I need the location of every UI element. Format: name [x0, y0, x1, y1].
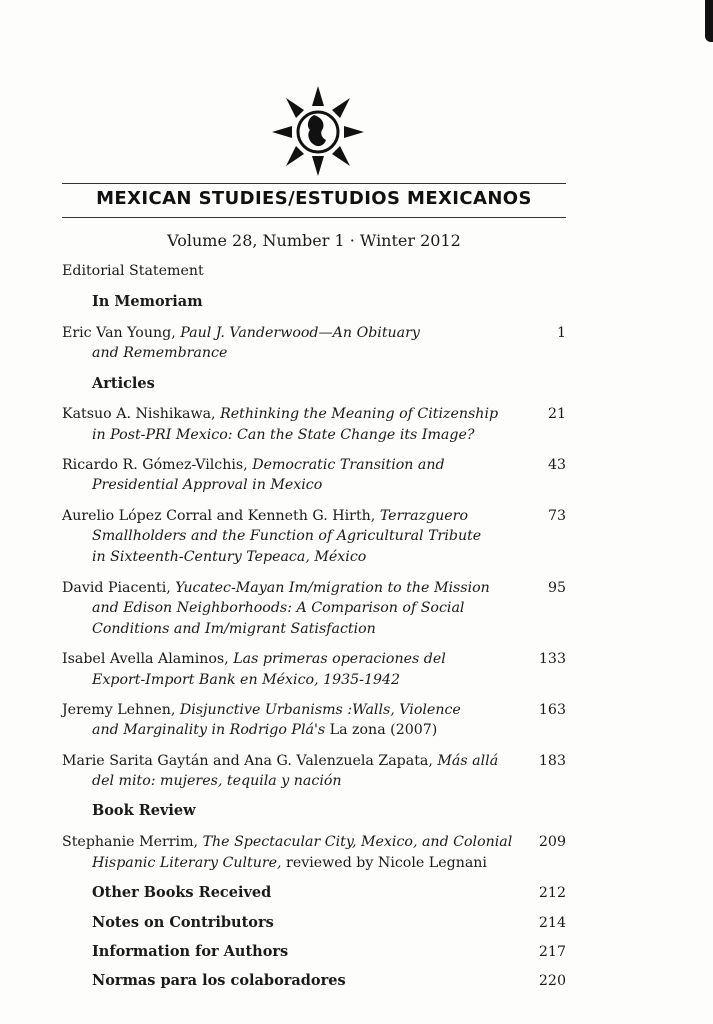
back-matter-notes-contributors: Notes on Contributors [92, 914, 274, 931]
entry-page-number: 212 [538, 885, 566, 901]
title-rule-bottom [62, 217, 566, 218]
entry-page-number: 183 [538, 753, 566, 769]
back-matter-other-books: Other Books Received [92, 884, 272, 901]
entry-title-continued: and Edison Neighborhoods: A Comparison of Social [92, 600, 465, 616]
entry-title: Democratic Transition and [252, 457, 445, 473]
entry-page-number: 73 [547, 508, 566, 524]
entry-page-number: 43 [547, 457, 566, 473]
toc-entry-article [62, 651, 446, 667]
entry-author: Ricardo R. Gómez-Vilchis, [62, 457, 253, 473]
entry-title-continued: in Post-PRI Mexico: Can the State Change its Image? [92, 427, 475, 443]
back-matter-information-authors: Information for Authors [92, 943, 289, 960]
entry-page-number: 133 [538, 651, 566, 667]
back-matter-normas: Normas para los colaboradores [92, 972, 346, 989]
entry-page-number: 95 [547, 580, 566, 596]
title-rule-top [62, 183, 566, 184]
entry-title-tail: reviewed by Nicole Legnani [281, 855, 487, 871]
entry-page-number: 1 [556, 325, 566, 341]
entry-page-number: 209 [538, 834, 566, 850]
entry-title-tail: La zona (2007) [325, 722, 438, 738]
entry-title-continued [92, 722, 437, 738]
entry-title-continued: in Sixteenth-Century Tepeaca, México [92, 549, 367, 565]
toc-entry-article [62, 702, 461, 718]
editorial-statement: Editorial Statement [62, 263, 204, 279]
entry-title-continued: and Remembrance [92, 345, 228, 361]
entry-title-continued: Smallholders and the Function of Agricultural Tribute [92, 528, 482, 544]
entry-title-continued: Export-Import Bank en México, 1935-1942 [92, 672, 401, 688]
entry-author: Jeremy Lehnen, [62, 702, 180, 718]
entry-author: Eric Van Young, [62, 325, 181, 341]
entry-title: Las primeras operaciones del [233, 651, 446, 667]
entry-title: Más allá [437, 753, 499, 769]
toc-entry-article [62, 406, 498, 422]
entry-title-continued: Presidential Approval in Mexico [92, 477, 323, 493]
entry-title: Paul J. Vanderwood—An Obituary [180, 325, 420, 341]
entry-title: Terrazguero [379, 508, 469, 524]
toc-entry-book-review [62, 834, 512, 850]
toc-entry-article [62, 580, 490, 596]
entry-title-continued [92, 855, 487, 871]
section-heading-articles: Articles [92, 375, 155, 392]
entry-title: The Spectacular City, Mexico, and Colonial [202, 834, 513, 850]
entry-author: David Piacenti, [62, 580, 176, 596]
entry-title-part: and Marginality in Rodrigo Plá's [92, 722, 326, 738]
toc-entry-article [62, 508, 468, 524]
entry-page-number: 163 [538, 702, 566, 718]
toc-entry-article [62, 753, 498, 769]
toc-entry-article [62, 457, 445, 473]
entry-page-number: 217 [538, 944, 566, 960]
entry-page-number: 21 [547, 406, 566, 422]
section-heading-book-review: Book Review [92, 802, 196, 819]
entry-page-number: 214 [538, 915, 566, 931]
entry-title-continued: del mito: mujeres, tequila y nación [92, 773, 342, 789]
journal-sun-logo [270, 82, 366, 176]
entry-author: Stephanie Merrim, [62, 834, 203, 850]
entry-title: Disjunctive Urbanisms :Walls, Violence [179, 702, 461, 718]
entry-author: Katsuo A. Nishikawa, [62, 406, 221, 422]
entry-title-continued: Conditions and Im/migrant Satisfaction [92, 621, 376, 637]
entry-author: Isabel Avella Alaminos, [62, 651, 234, 667]
section-heading-in-memoriam: In Memoriam [92, 293, 203, 310]
issue-line: Volume 28, Number 1 · Winter 2012 [167, 231, 461, 250]
toc-entry-memoriam [62, 325, 420, 341]
entry-title: Rethinking the Meaning of Citizenship [220, 406, 499, 422]
entry-page-number: 220 [538, 973, 566, 989]
entry-author: Marie Sarita Gaytán and Ana G. Valenzuela Zapata, [62, 753, 438, 769]
entry-author: Aurelio López Corral and Kenneth G. Hirth, [62, 508, 380, 524]
page-edge-mark [705, 0, 713, 42]
journal-title: MEXICAN STUDIES/ESTUDIOS MEXICANOS [96, 188, 532, 209]
entry-title: Yucatec-Mayan Im/migration to the Mission [175, 580, 490, 596]
entry-title-part: Hispanic Literary Culture, [92, 855, 282, 871]
